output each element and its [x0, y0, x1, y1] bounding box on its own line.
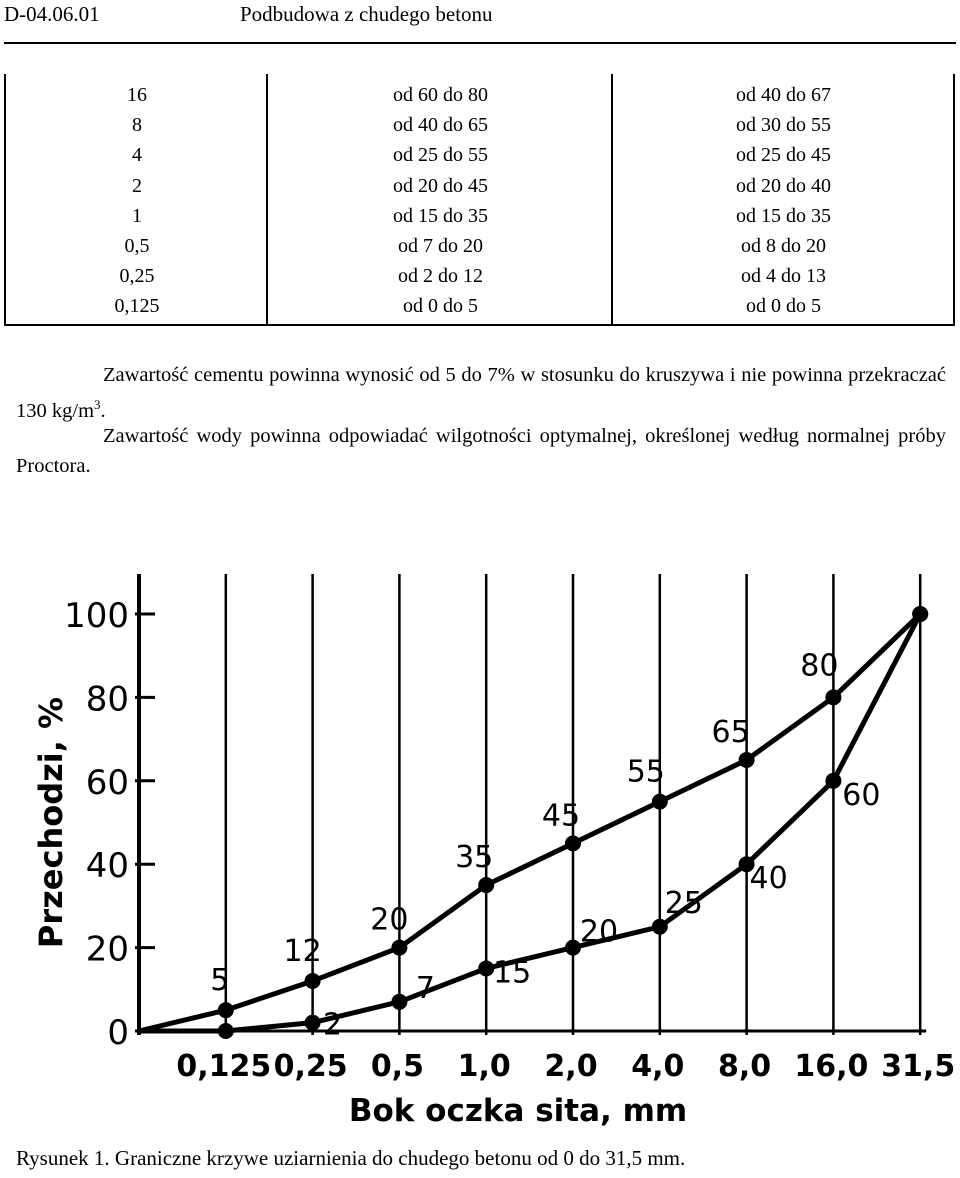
data-point: [478, 960, 494, 976]
table-bottom-border: [4, 324, 955, 326]
data-point: [565, 940, 581, 956]
table-cell: od 20 do 45: [393, 174, 488, 197]
data-point: [218, 1002, 234, 1018]
table-cell: 1: [132, 204, 142, 227]
grading-table: [4, 74, 955, 326]
document-title: Podbudowa z chudego betonu: [240, 2, 493, 26]
data-point: [391, 994, 407, 1010]
table-cell: 0,125: [114, 295, 160, 318]
data-point: [739, 752, 755, 768]
data-label: 20: [370, 902, 409, 938]
cement-paragraph: [16, 360, 946, 426]
table-cell: od 15 do 35: [393, 204, 488, 227]
y-tick-label: 100: [64, 596, 129, 636]
y-tick-label: 40: [85, 846, 129, 887]
data-label: 55: [626, 754, 665, 790]
document-code: D-04.06.01: [4, 2, 100, 26]
cement-text: Zawartość cementu powinna wynosić od 5 do 7% w stosunku do kruszywa i nie powinna przekraczać 130 kg/m: [16, 364, 946, 422]
data-label: 65: [711, 714, 750, 750]
x-tick-label: 16,0: [794, 1049, 869, 1084]
y-tick-label: 20: [85, 929, 129, 970]
data-label: 45: [541, 798, 581, 834]
data-label: 80: [800, 648, 839, 684]
data-label: 35: [455, 840, 494, 876]
x-axis-title: Bok oczka sita, mm: [348, 1093, 688, 1129]
x-tick-label: 0,5: [370, 1049, 424, 1084]
table-cell: od 8 do 20: [741, 234, 826, 257]
data-point: [652, 919, 668, 935]
cement-text-end: .: [100, 399, 106, 422]
data-point: [305, 973, 321, 989]
water-paragraph: [16, 421, 946, 481]
table-cell: od 30 do 55: [736, 114, 831, 137]
data-point: [912, 606, 928, 622]
data-label: 7: [415, 970, 435, 1006]
table-cell: od 25 do 55: [393, 144, 488, 167]
table-cell: od 0 do 5: [403, 295, 478, 318]
table-cell: od 0 do 5: [746, 295, 821, 318]
water-text: Zawartość wody powinna odpowiadać wilgotności optymalnej, określonej według normalnej próby Proctora.: [16, 425, 946, 477]
table-cell: 0,25: [119, 265, 155, 288]
x-tick-label: 1,0: [457, 1049, 511, 1084]
data-label: 40: [749, 861, 788, 897]
table-col-sieve: [6, 80, 268, 322]
table-cell: od 40 do 67: [736, 84, 831, 106]
y-tick-label: 80: [85, 679, 129, 720]
y-tick-label: 0: [107, 1013, 129, 1053]
data-point: [652, 794, 668, 810]
table-cell: od 40 do 65: [393, 114, 488, 137]
x-tick-label: 8,0: [718, 1049, 772, 1084]
x-tick-label: 0,25: [273, 1049, 348, 1084]
x-tick-label: 0,125: [176, 1049, 272, 1084]
x-tick-label: 2,0: [544, 1049, 598, 1084]
table-cell: od 7 do 20: [398, 234, 483, 257]
table-col-2: [268, 80, 613, 322]
data-point: [218, 1023, 234, 1039]
data-label: 2: [323, 1007, 343, 1043]
table-cell: od 20 do 40: [736, 174, 831, 197]
data-point: [825, 689, 841, 705]
data-point: [565, 835, 581, 851]
data-label: 20: [579, 914, 619, 950]
table-cell: od 25 do 45: [736, 144, 831, 167]
data-label: 15: [493, 955, 532, 991]
table-cell: od 4 do 13: [741, 265, 826, 288]
data-point: [478, 877, 494, 893]
y-axis-title: Przechodzi, %: [32, 696, 70, 949]
table-cell: 16: [127, 84, 147, 106]
table-cell: 2: [132, 174, 142, 197]
data-label: 12: [283, 933, 322, 969]
data-point: [305, 1015, 321, 1031]
table-cell: 8: [132, 114, 142, 137]
cubic-superscript: 3: [94, 397, 101, 412]
table-cell: od 15 do 35: [736, 204, 831, 227]
x-tick-label: 4,0: [631, 1049, 685, 1084]
table-cell: 4: [132, 144, 142, 167]
figure-caption: Rysunek 1. Graniczne krzywe uziarnienia do chudego betonu od 0 do 31,5 mm.: [16, 1146, 686, 1170]
grading-chart: [0, 560, 960, 1140]
data-point: [391, 940, 407, 956]
table-cell: 0,5: [124, 234, 150, 257]
page-header: [0, 0, 960, 44]
header-rule: [4, 42, 956, 44]
table-cell: od 2 do 12: [398, 265, 483, 288]
data-label: 5: [210, 963, 230, 999]
table-col-3: [613, 80, 954, 322]
y-tick-label: 60: [85, 762, 129, 803]
data-label: 60: [842, 777, 881, 813]
x-tick-label: 31,5: [881, 1049, 956, 1084]
table-cell: od 60 do 80: [393, 84, 488, 106]
data-point: [825, 773, 841, 789]
data-label: 25: [664, 885, 703, 921]
